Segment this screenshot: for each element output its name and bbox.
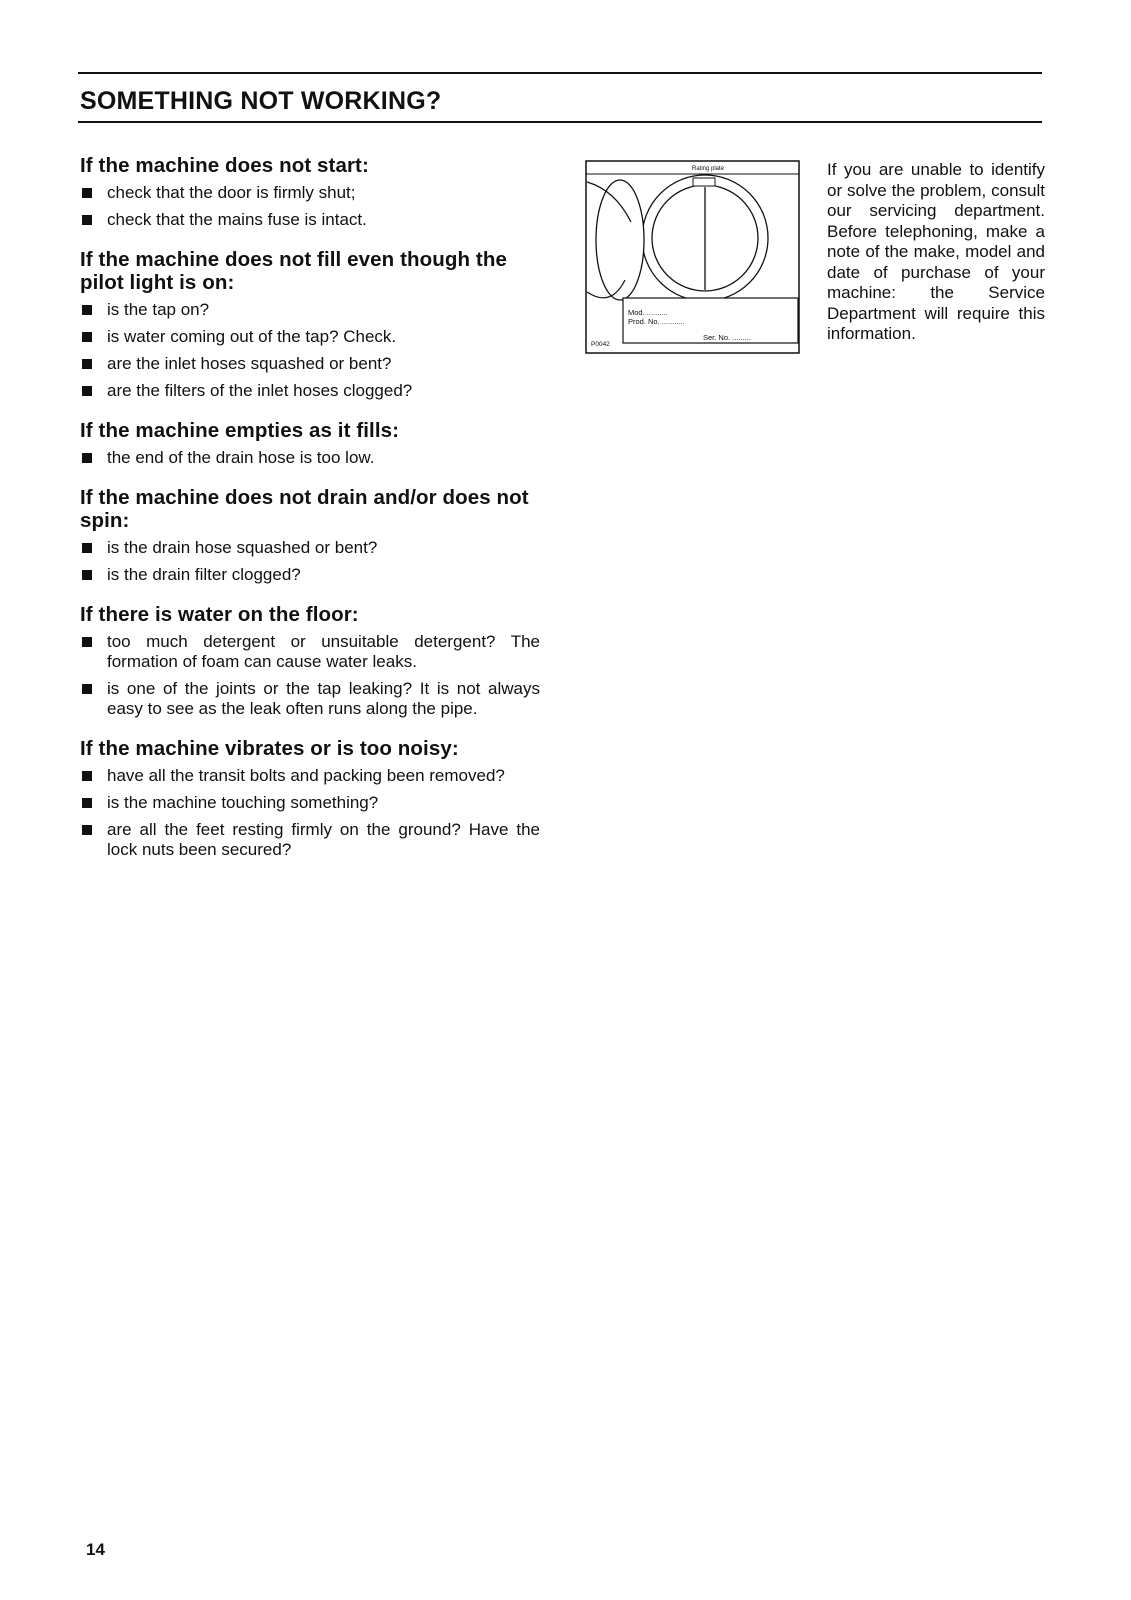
bullet-icon: [82, 771, 92, 781]
section-not-start: [80, 154, 540, 230]
section-not-fill: [80, 248, 540, 401]
bullet-icon: [82, 359, 92, 369]
mod-label: Mod. ..........: [628, 308, 668, 317]
bullet-icon: [82, 188, 92, 198]
washing-machine-illustration: [585, 160, 800, 355]
section-heading: If the machine does not fill even though the pilot light is on:: [80, 248, 507, 294]
list-item: are the filters of the inlet hoses clogged?: [80, 381, 540, 401]
page-number: 14: [86, 1540, 105, 1559]
bullet-icon: [82, 305, 92, 315]
bullet-icon: [82, 453, 92, 463]
rating-plate-figure: [585, 160, 800, 355]
list-item: is water coming out of the tap? Check.: [80, 327, 540, 347]
rating-plate-label: Rating plate: [691, 166, 725, 172]
bullet-icon: [82, 215, 92, 225]
list-item: check that the door is firmly shut;: [80, 183, 540, 203]
list-item: are the inlet hoses squashed or bent?: [80, 354, 540, 374]
bullet-icon: [82, 332, 92, 342]
page-title: SOMETHING NOT WORKING?: [80, 87, 442, 115]
section-heading: If the machine vibrates or is too noisy:: [80, 737, 459, 760]
list-item: is the drain filter clogged?: [80, 565, 540, 585]
bullet-icon: [82, 825, 92, 835]
list-item: is the tap on?: [80, 300, 540, 320]
bullet-icon: [82, 798, 92, 808]
list-item: too much detergent or unsuitable detergent? The formation of foam can cause water leaks.: [80, 632, 540, 672]
service-note: If you are unable to identify or solve the problem, consult our servicing department. Before telephoning, make a note of the make, model and date of purchase of your machine: the Service Department will require this information.: [827, 160, 1045, 343]
section-heading: If the machine does not start:: [80, 154, 369, 177]
bullet-icon: [82, 543, 92, 553]
list-item: is the machine touching something?: [80, 793, 540, 813]
section-heading: If there is water on the floor:: [80, 603, 359, 626]
section-water-floor: [80, 603, 540, 719]
section-vibrates: [80, 737, 540, 860]
bullet-icon: [82, 386, 92, 396]
prod-label: Prod. No. ...........: [628, 317, 685, 326]
section-heading: If the machine empties as it fills:: [80, 419, 400, 442]
list-item: check that the mains fuse is intact.: [80, 210, 540, 230]
list-item: are all the feet resting firmly on the ground? Have the lock nuts been secured?: [80, 820, 540, 860]
section-empties: [80, 419, 540, 468]
top-rule: [78, 72, 1042, 74]
bottom-rule: [78, 121, 1042, 123]
list-item: have all the transit bolts and packing been removed?: [80, 766, 540, 786]
section-heading: If the machine does not drain and/or does not spin:: [80, 486, 529, 532]
troubleshooting-list: [80, 154, 540, 878]
list-item: is one of the joints or the tap leaking? It is not always easy to see as the leak often runs along the pipe.: [80, 679, 540, 719]
bullet-icon: [82, 570, 92, 580]
figure-code: P0042: [591, 341, 610, 348]
bullet-icon: [82, 637, 92, 647]
ser-label: Ser. No. .........: [703, 333, 751, 342]
list-item: the end of the drain hose is too low.: [80, 448, 540, 468]
bullet-icon: [82, 684, 92, 694]
section-not-drain: [80, 486, 540, 585]
list-item: is the drain hose squashed or bent?: [80, 538, 540, 558]
